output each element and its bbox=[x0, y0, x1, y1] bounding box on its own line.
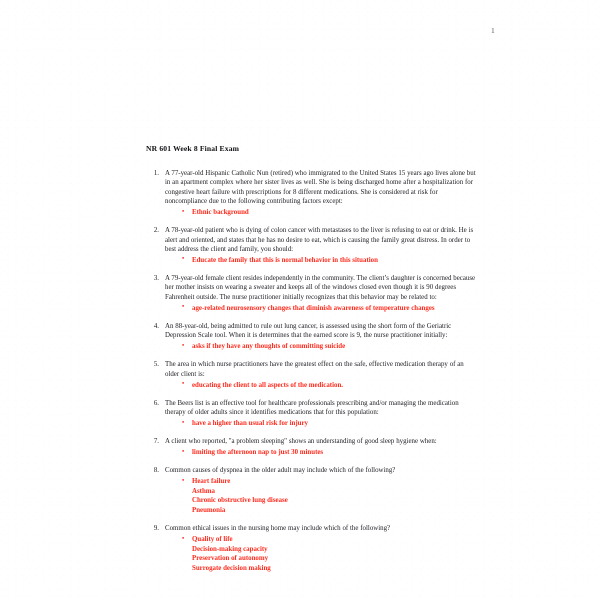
question-text: A client who reported, "a problem sleeping" shows an understanding of good sleep hygiene when: bbox=[165, 438, 437, 446]
answer-list bbox=[165, 535, 476, 574]
question-item bbox=[146, 399, 476, 429]
question-item bbox=[146, 169, 476, 218]
answer-item: • limiting the afternoon nap to just 30 minutes bbox=[192, 448, 476, 458]
answer-item: • Educate the family that this is normal behavior in this situation bbox=[192, 256, 476, 266]
question-item bbox=[146, 437, 476, 458]
question-item bbox=[146, 360, 476, 390]
answer-item: • educating the client to all aspects of the medication. bbox=[192, 381, 476, 391]
answer-item: Pneumonia bbox=[192, 507, 226, 515]
answer-list bbox=[165, 342, 476, 352]
answer-list bbox=[165, 381, 476, 391]
question-item bbox=[146, 226, 476, 265]
answer-list bbox=[165, 304, 476, 314]
answer-list bbox=[165, 419, 476, 429]
question-text: The Beers list is an effective tool for healthcare professionals prescribing and/or managing the medication therapy of older adults since it identifies medications that for this population: bbox=[165, 399, 459, 417]
answer-list bbox=[165, 448, 476, 458]
question-text: A 79-year-old female client resides independently in the community. The client’s daughter is concerned because her mother insists on wearing a sweater and keeps all of the windows closed even though it is 90 degrees Fahrenheit outside. The nurse practitioner initially recognizes that this behavior may be related to: bbox=[165, 275, 476, 301]
question-text: A 78-year-old patient who is dying of colon cancer with metastases to the liver is refusing to eat or drink. He is alert and oriented, and states that he has no desire to eat, which is causing the family great distress. In order to best address the client and family, you should: bbox=[165, 227, 474, 253]
answer-list bbox=[165, 477, 476, 516]
answer-item: Decision-making capacity bbox=[192, 545, 268, 553]
question-text: An 88-year-old, being admitted to rule out lung cancer, is assessed using the short form of the Geriatric Depression Scale tool. When it is determines that the earned score is 9, the nurse practitioner initially: bbox=[165, 322, 452, 340]
answer-item: Chronic obstructive lung disease bbox=[192, 497, 288, 505]
answer-item: Surrogate decision making bbox=[192, 565, 271, 573]
question-text: A 77-year-old Hispanic Catholic Nun (retired) who immigrated to the United States 15 years ago lives alone but in an apartment complex where her sister lives as well. She is being discharged home after a hospitalization for congestive heart failure with prescriptions for 8 different medications. She is considered at risk for noncompliance due to the following contributing factors except: bbox=[165, 170, 476, 206]
question-item bbox=[146, 322, 476, 352]
answer-item: Asthma bbox=[192, 487, 215, 495]
answer-item: • Heart failure bbox=[192, 477, 476, 487]
question-text: The area in which nurse practitioners have the greatest effect on the safe, effective medication therapy of an older client is: bbox=[165, 361, 464, 378]
answer-item: • Quality of life bbox=[192, 535, 476, 545]
answer-item: • Ethnic background bbox=[192, 208, 476, 218]
question-item bbox=[146, 524, 476, 574]
answer-list bbox=[165, 208, 476, 218]
document-body bbox=[146, 144, 476, 582]
answer-item: • asks if they have any thoughts of committing suicide bbox=[192, 342, 476, 352]
answer-item: • age-related neurosensory changes that diminish awareness of temperature changes bbox=[192, 304, 476, 314]
document-title: NR 601 Week 8 Final Exam bbox=[146, 144, 240, 153]
question-text: Common ethical issues in the nursing home may include which of the following? bbox=[165, 525, 391, 533]
answer-item: Preservation of autonomy bbox=[192, 555, 269, 563]
question-item bbox=[146, 274, 476, 313]
question-item bbox=[146, 466, 476, 516]
question-list bbox=[146, 169, 476, 574]
question-text: Common causes of dyspnea in the older adult may include which of the following? bbox=[165, 467, 396, 475]
answer-item: • have a higher than usual risk for injury bbox=[192, 419, 476, 429]
answer-list bbox=[165, 256, 476, 266]
page-number: 1 bbox=[491, 26, 495, 35]
